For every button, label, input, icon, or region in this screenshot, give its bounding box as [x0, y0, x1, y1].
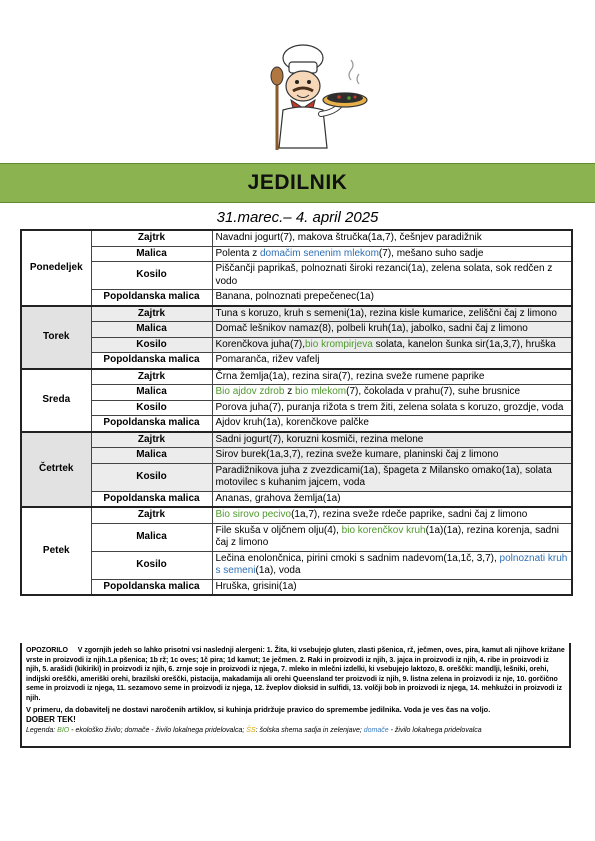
- meal-text: Ananas, grahova žemlja(1a): [215, 492, 341, 504]
- meal-text: Sadni jogurt(7), koruzni kosmiči, rezina melone: [215, 433, 424, 445]
- meal-label: Kosilo: [91, 463, 212, 491]
- meal-text: Polenta z: [215, 247, 260, 259]
- meal-description: [212, 432, 572, 448]
- meal-text: domačim senenim mlekom: [259, 247, 379, 259]
- meal-label: Kosilo: [91, 337, 212, 353]
- table-row: [21, 369, 572, 385]
- day-group: [21, 306, 572, 369]
- meal-description: [212, 463, 572, 491]
- meal-label: Zajtrk: [91, 230, 212, 246]
- table-row: [21, 290, 572, 306]
- day-group: [21, 230, 572, 306]
- meal-text: Tuna s koruzo, kruh s semeni(1a), rezina kisle kumarice, zeliščni čaj z limono: [215, 307, 557, 319]
- meal-description: [212, 491, 572, 507]
- meal-text: bio krompirjeva: [305, 338, 373, 350]
- day-name: Ponedeljek: [21, 230, 91, 306]
- meal-label: Kosilo: [91, 262, 212, 290]
- legend: Legenda: BIO - ekološko živilo; domače - živilo lokalnega pridelovalca; ŠS: šolska shema sadja in zelenjave; domače - živilo lokalnega pridelovalca: [26, 726, 482, 734]
- meal-description: [212, 507, 572, 523]
- meal-description: [212, 262, 572, 290]
- table-row: [21, 507, 572, 523]
- meal-text: Pomaranča, rižev vafelj: [215, 354, 320, 365]
- meal-label: Zajtrk: [91, 507, 212, 523]
- meal-text: bio korenčkov kruh: [341, 524, 426, 536]
- meal-label: Zajtrk: [91, 306, 212, 322]
- meal-description: [212, 416, 572, 432]
- day-name: Četrtek: [21, 432, 91, 508]
- table-row: [21, 262, 572, 290]
- table-row: [21, 463, 572, 491]
- table-row: [21, 322, 572, 338]
- legend-domace: domače: [363, 726, 389, 734]
- table-row: [21, 353, 572, 369]
- day-name: Sreda: [21, 369, 91, 432]
- meal-text: Navadni jogurt(7), makova štručka(1a,7), češnjev paradižnik: [215, 232, 482, 243]
- table-row: [21, 337, 572, 353]
- meal-label: Malica: [91, 246, 212, 262]
- meal-description: [212, 551, 572, 579]
- meal-text: Domač lešnikov namaz(8), polbeli kruh(1a), jabolko, sadni čaj z limono: [215, 323, 528, 334]
- dober-tek: DOBER TEK!: [26, 715, 76, 725]
- meal-description: [212, 579, 572, 595]
- table-row: [21, 491, 572, 507]
- meal-description: [212, 290, 572, 306]
- day-group: [21, 369, 572, 432]
- meal-description: [212, 353, 572, 369]
- legend-ss: ŠS: [246, 726, 256, 734]
- meal-text: bio mlekom: [295, 386, 347, 397]
- meal-label: Popoldanska malica: [91, 353, 212, 369]
- meal-text: (1a), voda: [255, 565, 301, 576]
- title-bar: [0, 163, 595, 203]
- notice-lead: OPOZORILO: [26, 647, 68, 654]
- table-row: [21, 416, 572, 432]
- date-range: 31.marec.– 4. april 2025: [216, 209, 379, 226]
- meal-description: [212, 322, 572, 338]
- meal-text: Ajdov kruh(1a), korenčkove palčke: [215, 417, 369, 428]
- meal-description: [212, 448, 572, 464]
- table-row: [21, 230, 572, 246]
- legend-bio: BIO: [57, 726, 70, 734]
- day-name: Torek: [21, 306, 91, 369]
- meal-label: Popoldanska malica: [91, 290, 212, 306]
- meal-text: Bio ajdov zdrob: [215, 386, 285, 397]
- allergen-notice: [20, 643, 571, 748]
- meal-text: Banana, polnoznati prepečenec(1a): [215, 291, 374, 302]
- meal-text: polnoznati kruh s semeni: [215, 552, 568, 576]
- meal-label: Zajtrk: [91, 432, 212, 448]
- meal-description: [212, 337, 572, 353]
- meal-label: Malica: [91, 385, 212, 401]
- meal-label: Malica: [91, 448, 212, 464]
- notice-intro: V zgornjih jedeh so lahko prisotni vsi naslednji alergeni:: [77, 647, 265, 654]
- day-name: Petek: [21, 507, 91, 595]
- meal-description: [212, 246, 572, 262]
- meal-text: Sirov burek(1a,3,7), rezina sveže kumare, planinski čaj z limono: [215, 449, 499, 460]
- meal-text: Lečina enolončnica, pirini cmoki s sadnim nadevom(1a,1č, 3,7),: [215, 552, 500, 564]
- meal-text: (7), čokolada v prahu(7), suhe brusnice: [346, 386, 521, 397]
- meal-label: Kosilo: [91, 551, 212, 579]
- meal-text: Bio sirovo pecivo: [215, 509, 292, 520]
- meal-text: solata, kanelon šunka sir(1a,3,7), hruška: [372, 338, 556, 350]
- meal-label: Kosilo: [91, 400, 212, 416]
- meal-label: Malica: [91, 523, 212, 551]
- day-group: [21, 507, 572, 595]
- meal-label: Zajtrk: [91, 369, 212, 385]
- table-row: [21, 246, 572, 262]
- meal-text: Črna žemlja(1a), rezina sira(7), rezina sveže rumene paprike: [215, 370, 485, 382]
- meal-text: Hruška, grisini(1a): [215, 580, 297, 592]
- menu-table: [20, 229, 573, 596]
- meal-description: [212, 523, 572, 551]
- table-row: [21, 448, 572, 464]
- table-row: [21, 432, 572, 448]
- meal-text: Porova juha(7), puranja rižota s trem žiti, zelena solata s koruzo, grozdje, voda: [215, 401, 564, 413]
- meal-label: Malica: [91, 322, 212, 338]
- page-title: JEDILNIK: [247, 171, 348, 194]
- meal-text: (1a)(1a), rezina korenja, sadni čaj z limono: [215, 524, 559, 548]
- meal-text: (7), mešano suho sadje: [378, 247, 484, 259]
- table-row: [21, 400, 572, 416]
- meal-label: Popoldanska malica: [91, 416, 212, 432]
- meal-label: Popoldanska malica: [91, 579, 212, 595]
- meal-text: Piščančji paprikaš, polnoznati široki rezanci(1a), zelena solata, sok redčen z vodo: [215, 263, 553, 287]
- meal-text: (1a,7), rezina sveže rdeče paprike, sadni čaj z limono: [291, 509, 528, 520]
- meal-description: [212, 385, 572, 401]
- table-row: [21, 385, 572, 401]
- meal-description: [212, 400, 572, 416]
- meal-description: [212, 369, 572, 385]
- change-notice: V primeru, da dobavitelj ne dostavi naročenih artiklov, si kuhinja pridržuje pravico do spremembe jedilnika. Voda je ves čas na voljo.: [26, 704, 491, 714]
- meal-label: Popoldanska malica: [91, 491, 212, 507]
- day-group: [21, 432, 572, 508]
- table-row: [21, 579, 572, 595]
- table-row: [21, 523, 572, 551]
- meal-description: [212, 230, 572, 246]
- meal-text: z: [284, 386, 295, 397]
- table-row: [21, 551, 572, 579]
- meal-text: Korenčkova juha(7),: [215, 338, 305, 350]
- chef-with-pizza-icon: [255, 40, 370, 155]
- table-row: [21, 306, 572, 322]
- meal-description: [212, 306, 572, 322]
- allergen-list: 1. Žita, ki vsebujejo gluten, zlasti pšenica, rž, ječmen, oves, pira, kamut ali njihove križane vrste in proizvodi iz njih.1.a pšenica; 1b rž; 1c oves; 1č pira; 1d kamut; 1e ječmen. 2. Raki in proizvodi iz njih, 3. jajca in proizvodi iz njih, 4. ribe in proizvodi iz njih, 5. arašidi (kikiriki) in proizvodi iz njih, 6. zrnje soje in proizvodi iz njega, 7. mleko in mlečni izdelki, ki vsebujejo laktozo, 8. oreščki: mandlji, lešniki, orehi, indijski oreščki, ameriški orehi, brazilski oreščki, pistacija, makadamija ali orehi Queensland ter proizvodi iz njih, 9. listna zelena in proizvodi iz nje, 10. gorčično seme in proizvodi iz njega, 11. sezamovo seme in proizvodi iz njega, 12. žveplov dioksid in sulfidi, 13. volčji bob in proizvodi iz njega, 14. mehkužci in proizvodi iz njih.: [26, 647, 565, 702]
- meal-text: Paradižnikova juha z zvezdicami(1a), špageta z Milansko omako(1a), solata motovilec s kuhanim jajcem, voda: [215, 464, 552, 488]
- meal-text: File skuša v oljčnem olju(4),: [215, 524, 342, 536]
